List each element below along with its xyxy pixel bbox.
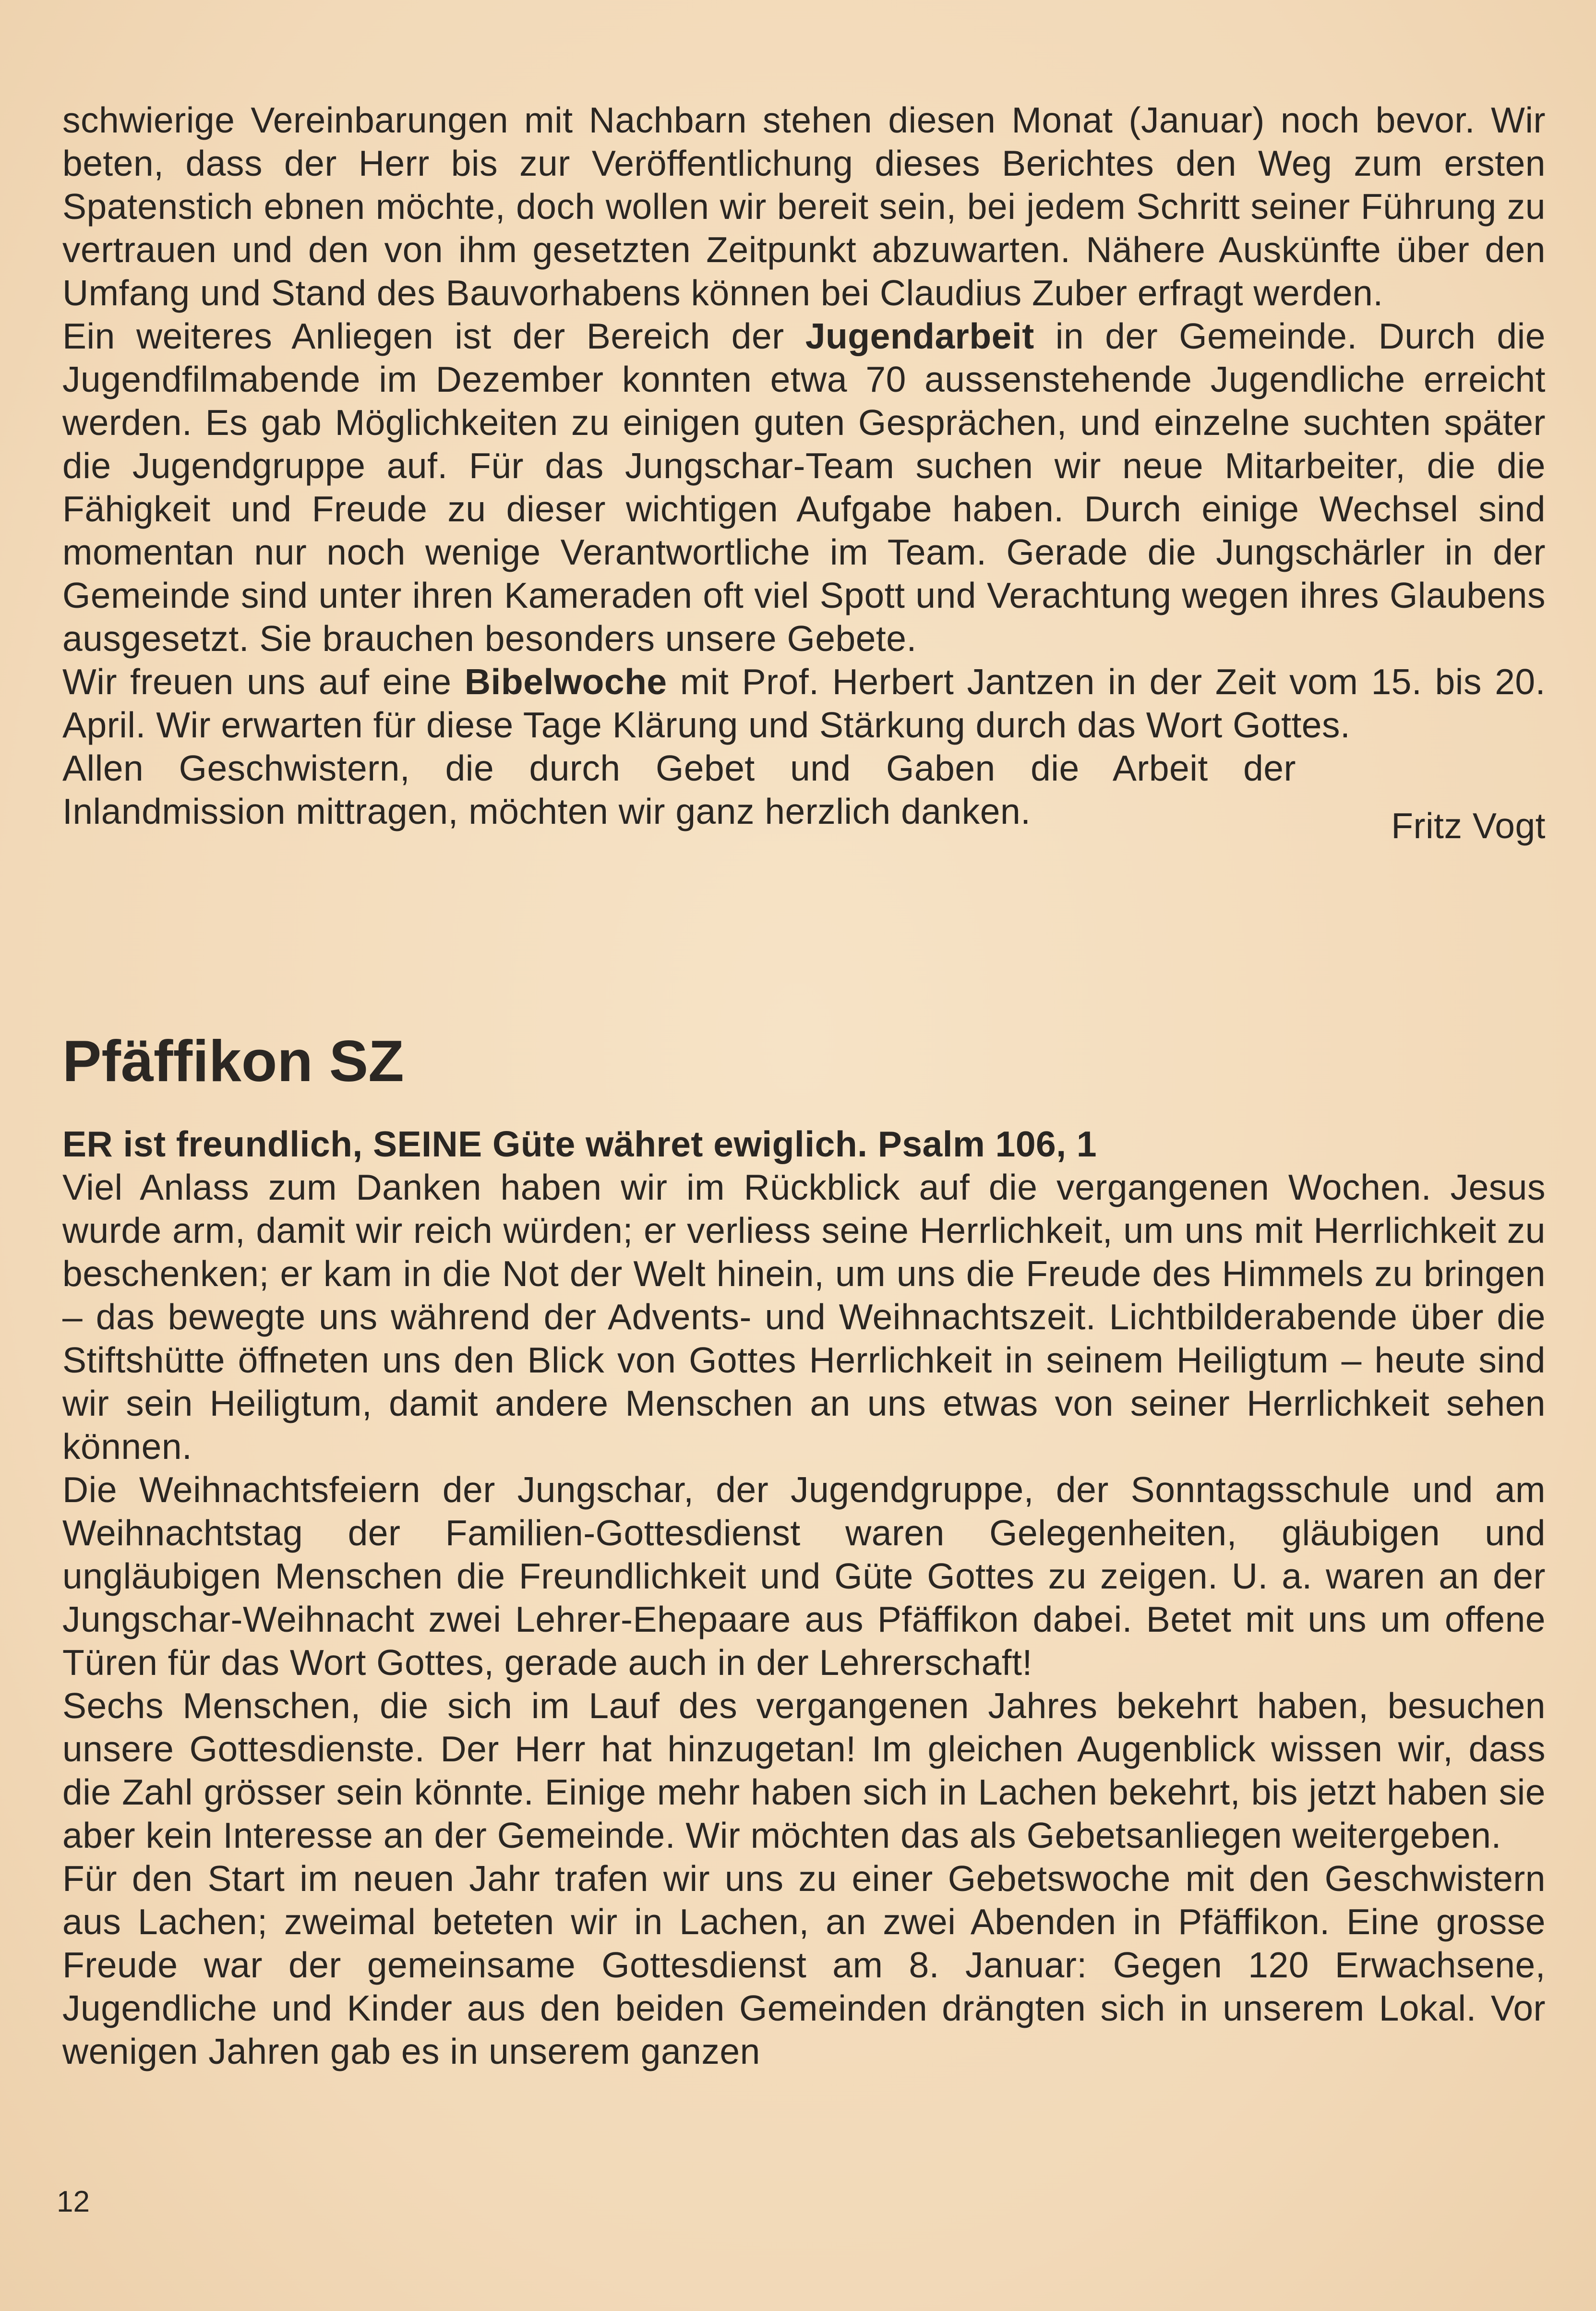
section-heading: Pfäffikon SZ xyxy=(62,1028,404,1094)
paragraph-prayer-week: Für den Start im neuen Jahr trafen wir uns zu einer Gebetswoche mit den Geschwistern aus Lachen; zweimal beteten wir in Lachen, an zwei Abenden in Pfäffikon. Eine grosse Freude war der gemeinsame Gottesdienst am 8. Januar: Gegen 120 Erwachsene, Jugendliche und Kinder aus den beiden Gemeinden drängten sich in unserem Lokal. Vor wenigen Jahren gab es in unserem ganzen xyxy=(62,1858,1546,2071)
psalm-subheading: ER ist freundlich, SEINE Güte währet ewiglich. Psalm 106, 1 xyxy=(62,1124,1097,1164)
text-run: mit Prof. Herbert Jantzen in der Zeit vom 15. bis 20. April. Wir erwarten für diese Tage Klärung und Stärkung durch das Wort Gottes. xyxy=(62,662,1546,745)
paragraph-thanksgiving: Viel Anlass zum Danken haben wir im Rückblick auf die vergangenen Wochen. Jesus wurde arm, damit wir reich würden; er verliess seine Herrlichkeit, um uns mit Herrlichkeit zu beschenken; er kam in die Not der Welt hinein, um uns die Freude des Himmels zu bringen – das bewegte uns während der Advents- und Weihnachtszeit. Lichtbilderabende über die Stiftshütte öffneten uns den Blick von Gottes Herrlichkeit in seinem Heiligtum – heute sind wir sein Heiligtum, damit andere Menschen an uns etwas von seiner Herrlichkeit sehen können. xyxy=(62,1167,1546,1467)
paragraph-conversions: Sechs Menschen, die sich im Lauf des vergangenen Jahres bekehrt haben, besuchen unsere Gottesdienste. Der Herr hat hinzugetan! Im gleichen Augenblick wissen wir, dass die Zahl grösser sein könnte. Einige mehr haben sich in Lachen bekehrt, bis jetzt haben sie aber kein Interesse an der Gemeinde. Wir möchten das als Gebetsanliegen weitergeben. xyxy=(62,1685,1546,1855)
paragraph-youth-work xyxy=(62,314,1546,660)
text-run: in der Gemeinde. Durch die Jugendfilmabende im Dezember konnten etwa 70 aussenstehende Jugendliche erreicht werden. Es gab Möglichkeiten zu einigen guten Gesprächen, und einzelne suchten später die Jugendgruppe auf. Für das Jungschar-Team suchen wir neue Mitarbeiter, die die Fähigkeit und Freude zu dieser wichtigen Aufgabe haben. Durch einige Wechsel sind momentan nur noch wenige Verantwortliche im Team. Gerade die Jungschärler in der Gemeinde sind unter ihren Kameraden oft viel Spott und Verachtung wegen ihres Glaubens ausgesetzt. Sie brauchen besonders unsere Gebete. xyxy=(62,316,1546,659)
text-run: Ein weiteres Anliegen ist der Bereich der xyxy=(62,316,805,356)
section-inland-mission xyxy=(62,98,1546,847)
paragraph-thanks: Allen Geschwistern, die durch Gebet und Gaben die Arbeit der Inlandmission mittragen, möchten wir ganz herzlich danken. xyxy=(62,748,1296,831)
page-number: 12 xyxy=(57,2185,90,2218)
bold-term-jugendarbeit: Jugendarbeit xyxy=(805,316,1034,356)
paragraph-christmas: Die Weihnachtsfeiern der Jungschar, der Jugendgruppe, der Sonntagsschule und am Weihnachtstag der Familien-Gottesdienst waren Gelegenheiten, gläubigen und ungläubigen Menschen die Freundlichkeit und Güte Gottes zu zeigen. U. a. waren an der Jungschar-Weihnacht zwei Lehrer-Ehepaare aus Pfäffikon dabei. Betet mit uns um offene Türen für das Wort Gottes, gerade auch in der Lehrerschaft! xyxy=(62,1469,1546,1683)
paragraph-building-project: schwierige Vereinbarungen mit Nachbarn stehen diesen Monat (Januar) noch bevor. Wir beten, dass der Herr bis zur Veröffentlichung dieses Berichtes den Weg zum ersten Spatenstich ebnen möchte, doch wollen wir bereit sein, bei jedem Schritt seiner Führung zu vertrauen und den von ihm gesetzten Zeitpunkt abzuwarten. Nähere Auskünfte über den Umfang und Stand des Bauvorhabens können bei Claudius Zuber erfragt werden. xyxy=(62,100,1546,313)
signature: Fritz Vogt xyxy=(1391,806,1546,846)
bold-term-bibelwoche: Bibelwoche xyxy=(464,662,667,702)
paragraph-bible-week xyxy=(62,660,1546,746)
text-run: Wir freuen uns auf eine xyxy=(62,662,465,702)
section-pfaeffikon xyxy=(62,1122,1546,2073)
